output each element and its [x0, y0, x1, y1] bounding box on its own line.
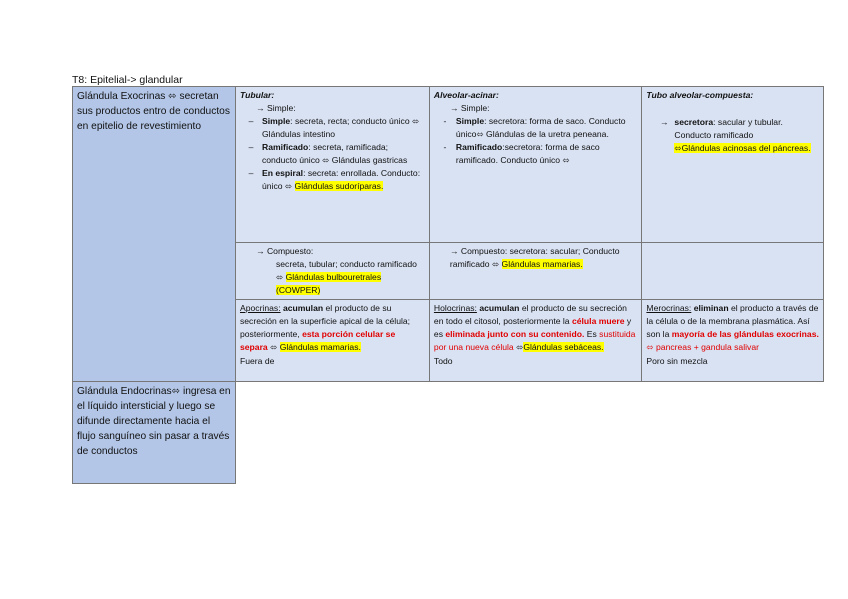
alveolar-item-ramificado: - Ramificado:secretora: forma de saco ramificado. Conducto único ⬄: [443, 142, 600, 165]
exocrinas-cell: [73, 87, 236, 382]
endocrinas-label: Glándula Endocrinas⬄ ingresa en el líquido intersticial y luego se difunde directamente hacia el flujo sanguíneo sin pasar a través de conductos: [77, 386, 231, 457]
endocrinas-cell: [73, 382, 236, 484]
tubular-item-ramificado: – Ramificado: secreta, ramificada; conducto único ⬄ Glándulas gastricas: [248, 142, 408, 165]
apocrinas-name: Apocrinas:: [239, 303, 281, 313]
merocrinas-name: Merocrinas:: [646, 303, 692, 313]
empty-cell: [642, 243, 824, 300]
holocrinas-name: Holocrinas:: [433, 303, 477, 313]
tubular-simple-head: → Simple:: [255, 103, 296, 113]
alveolar-item-simple: - Simple: secretora: forma de saco. Conducto único⬄ Glándulas de la uretra peneana.: [443, 116, 626, 139]
tubular-item-simple: – Simple: secreta, recta; conducto único ⬄ Glándulas intestino: [248, 116, 420, 139]
glands-table: [72, 86, 824, 484]
alveolar-cell: [429, 87, 642, 243]
tubo-alveolar-cell: [642, 87, 824, 243]
tubular-compuesto-text: secreta, tubular; conducto ramificado ⬄ Glándulas bulbouretrales (COWPER): [275, 259, 417, 295]
tubo-header: Tubo alveolar-compuesta:: [646, 90, 754, 100]
alveolar-compuesto-text: → Compuesto: secretora: sacular; Conducto ramificado ⬄ Glándulas mamarias.: [449, 246, 620, 269]
holocrinas-note: Todo: [433, 356, 453, 366]
alveolar-header: Alveolar-acinar:: [433, 90, 499, 100]
alveolar-simple-head: → Simple:: [449, 103, 490, 113]
merocrinas-note: Poro sin mezcla: [646, 356, 708, 366]
holocrinas-cell: Holocrinas: acumulan el producto de su secreción en todo el citosol, posteriormente la célula muere y es eliminada junto con su contenido. Es sustituida por una nueva célula ⬄Glándulas sebáceas. Todo: [429, 300, 642, 382]
alveolar-compuesto-cell: [429, 243, 642, 300]
merocrinas-cell: Merocrinas: eliminan el producto a través de la célula o de la membrana plasmática. Así son la mayoría de las glándulas exocrinas. ⬄ pancreas + gandula salivar Poro sin mezcla: [642, 300, 824, 382]
tubular-compuesto-head: → Compuesto:: [255, 246, 314, 256]
apocrinas-cell: Apocrinas: acumulan el producto de su secreción en la superficie apical de la célula; posteriormente, esta porción celular se separa ⬄ Glándulas mamarias. Fuera de: [235, 300, 429, 382]
tubular-header: Tubular:: [239, 90, 275, 100]
tubular-cell: [235, 87, 429, 243]
tubular-compuesto-cell: [235, 243, 429, 300]
apocrinas-note: Fuera de: [239, 356, 275, 366]
page-title: T8: Epitelial-> glandular: [72, 74, 183, 86]
exocrinas-label: Glándula Exocrinas ⬄ secretan sus productos entro de conductos en epitelio de revestimiento: [77, 91, 230, 132]
tubular-item-espiral: – En espiral: secreta: enrollada. Conducto: único ⬄ Glándulas sudoríparas.: [248, 168, 421, 191]
tubo-item: → secretora: sacular y tubular. Conducto ramificado ⬄Glándulas acinosas del páncreas.: [659, 117, 811, 153]
